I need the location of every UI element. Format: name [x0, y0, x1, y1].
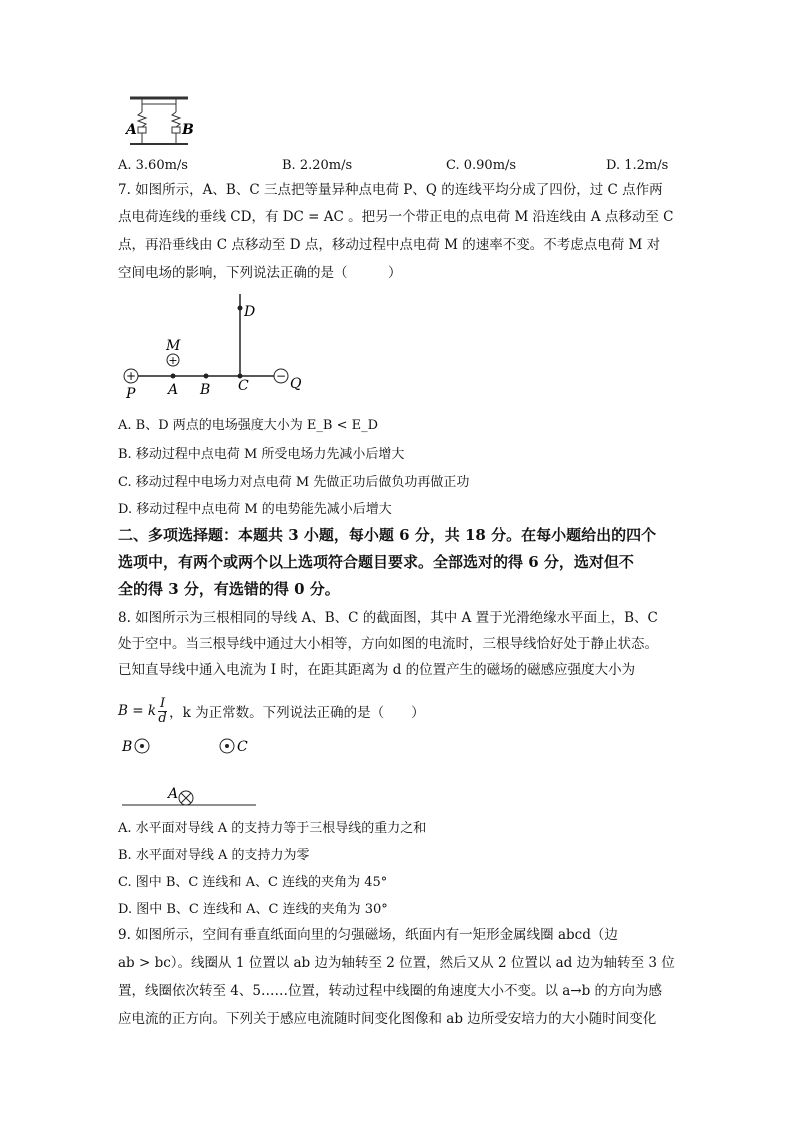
label-a2: A	[168, 382, 179, 398]
label-a: A	[126, 122, 137, 138]
q7-option-b: B. 移动过程中点电荷 M 所受电场力先减小后增大	[118, 447, 405, 462]
q7-line-4: 空间电场的影响，下列说法正确的是（ ）	[118, 265, 402, 281]
label-q: Q	[290, 376, 302, 392]
label-m: M	[166, 338, 181, 354]
q6-option-c: C. 0.90m/s	[446, 158, 517, 173]
q7-line-3: 点，再沿垂线由 C 点移动至 D 点，移动过程中点电荷 M 的速率不变。不考虑点电荷 M 对	[118, 237, 661, 253]
q9-line-3: 置，线圈依次转至 4、5……位置，转动过程中线圈的角速度大小不变。以 a→b 的方向为感	[118, 983, 663, 999]
q7-line-2: 点电荷连线的垂线 CD，有 DC = AC 。把另一个带正电的点电荷 M 沿连线由 A 点移动至 C	[118, 209, 674, 225]
label-a3: A	[168, 786, 179, 802]
q6-option-d: D. 1.2m/s	[606, 158, 669, 173]
formula-denominator: d	[158, 710, 167, 726]
formula-numerator: I	[160, 695, 166, 711]
q6-option-a: A. 3.60m/s	[118, 158, 188, 173]
formula-fraction	[158, 697, 167, 726]
q8-line-1: 8. 如图所示为三根相同的导线 A、B、C 的截面图，其中 A 置于光滑绝缘水平面上，B、C	[118, 610, 658, 626]
q9-line-4: 应电流的正方向。下列关于感应电流随时间变化图像和 ab 边所受安培力的大小随时间变化	[118, 1011, 657, 1027]
spring-figure	[120, 94, 200, 150]
q7-option-a: A. B、D 两点的电场强度大小为 E_B < E_D	[118, 418, 379, 433]
q8-option-b: B. 水平面对导线 A 的支持力为零	[118, 848, 310, 863]
label-p: P	[126, 386, 136, 400]
q8-option-c: C. 图中 B、C 连线和 A、C 连线的夹角为 45°	[118, 875, 388, 890]
section2-line-2: 选项中，有两个或两个以上选项符合题目要求。全部选对的得 6 分，选对但不	[118, 553, 634, 571]
label-c3: C	[237, 739, 248, 755]
charge-figure	[118, 290, 318, 400]
wire-figure	[118, 734, 278, 810]
label-b2: B	[200, 382, 211, 398]
q9-line-1: 9. 如图所示，空间有垂直纸面向里的匀强磁场，纸面内有一矩形金属线圈 abcd（边	[118, 927, 618, 943]
q8-line-2: 处于空中。当三根导线中通过大小相等，方向如图的电流时，三根导线恰好处于静止状态。	[118, 636, 658, 652]
section2-line-1: 二、多项选择题：本题共 3 小题，每小题 6 分，共 18 分。在每小题给出的四个	[118, 526, 657, 544]
q6-option-b: B. 2.20m/s	[282, 158, 353, 173]
q7-option-c: C. 移动过程中电场力对点电荷 M 先做正功后做负功再做正功	[118, 475, 470, 490]
label-c: C	[238, 378, 249, 394]
q7-option-d: D. 移动过程中点电荷 M 的电势能先减小后增大	[118, 502, 392, 517]
label-b: B	[182, 122, 194, 138]
q9-line-2: ab > bc）。线圈从 1 位置以 ab 边为轴转至 2 位置，然后又从 2 位置以 ad 边为轴转至 3 位	[118, 955, 675, 971]
label-d: D	[244, 304, 256, 320]
q8-option-a: A. 水平面对导线 A 的支持力等于三根导线的重力之和	[118, 821, 427, 836]
q7-line-1: 7. 如图所示，A、B、C 三点把等量异种点电荷 P、Q 的连线平均分成了四份，过 C 点作两	[118, 182, 663, 198]
formula-prefix: B = k	[118, 703, 156, 719]
p-plus: +	[125, 369, 137, 383]
q-minus: −	[275, 369, 287, 383]
section2-line-3: 全的得 3 分，有选错的得 0 分。	[118, 580, 340, 598]
q8-line-3: 已知直导线中通入电流为 I 时，在距其距离为 d 的位置产生的磁场的磁感应强度大小为	[118, 662, 636, 678]
q8-formula-line	[118, 693, 425, 729]
q8-option-d: D. 图中 B、C 连线和 A、C 连线的夹角为 30°	[118, 902, 388, 917]
label-b3: B	[122, 739, 133, 755]
m-plus: +	[168, 354, 178, 367]
formula-suffix: ，k 为正常数。下列说法正确的是（ ）	[169, 705, 425, 721]
